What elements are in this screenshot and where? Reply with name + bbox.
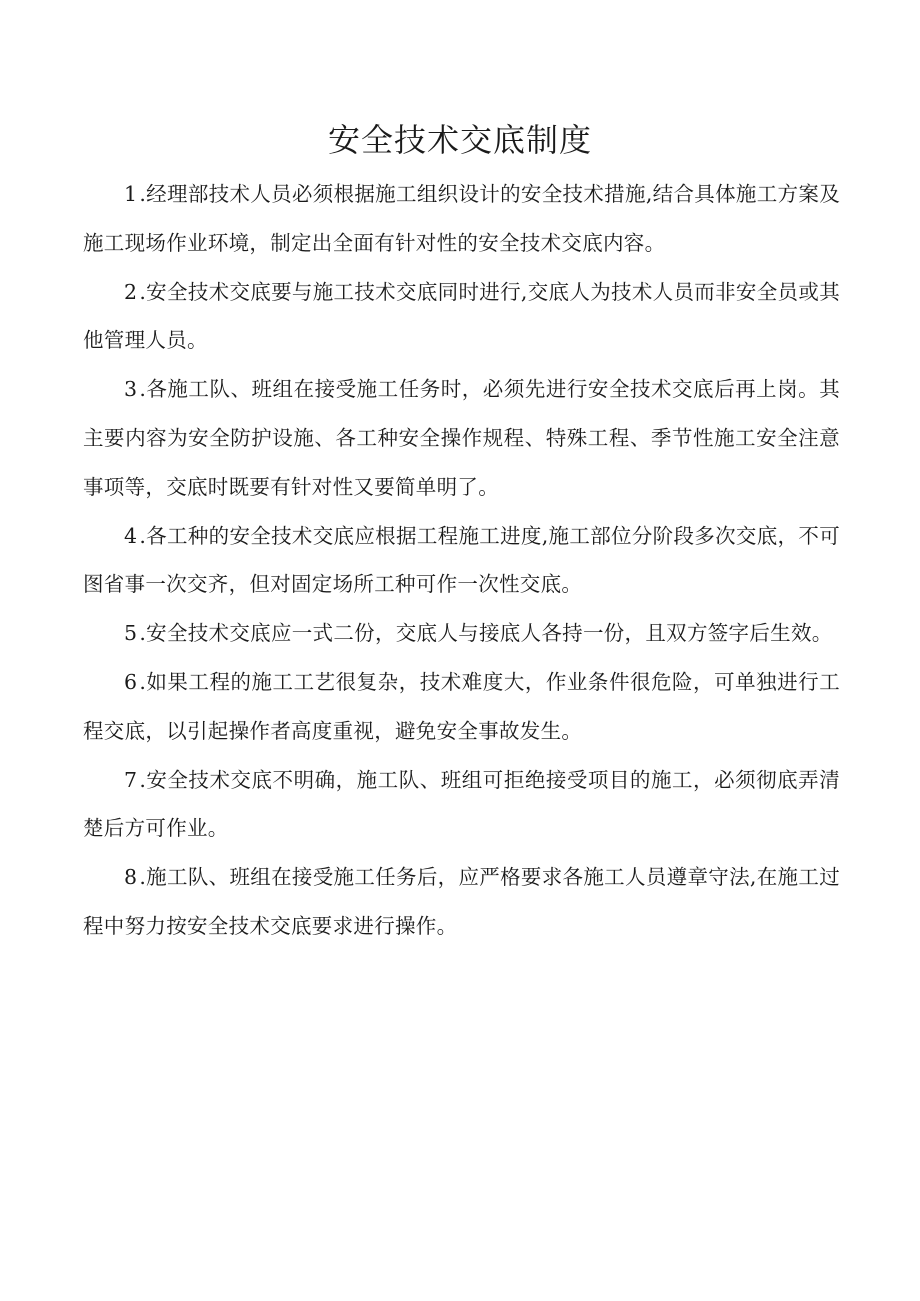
item-number: 6	[124, 669, 138, 694]
item-text: .施工队、班组在接受施工任务后，应严格要求各施工人员遵章守法,在施工过程中努力按安全技术交底要求进行操作。	[83, 865, 840, 938]
paragraph-7	[83, 756, 840, 854]
paragraph-6	[83, 658, 840, 756]
item-number: 7	[124, 767, 138, 792]
paragraph-1	[83, 170, 840, 268]
item-number: 1	[124, 182, 138, 206]
item-text: .安全技术交底应一式二份，交底人与接底人各持一份，且双方签字后生效。	[139, 621, 833, 646]
item-text: .各工种的安全技术交底应根据工程施工进度,施工部位分阶段多次交底，不可图省事一次交齐，但对固定场所工种可作一次性交底。	[83, 523, 840, 597]
item-number: 5	[124, 621, 138, 646]
paragraph-2	[83, 268, 840, 366]
document-body	[83, 170, 840, 951]
item-number: 8	[124, 865, 138, 890]
paragraph-5	[83, 609, 840, 658]
item-text: .经理部技术人员必须根据施工组织设计的安全技术措施,结合具体施工方案及施工现场作业环境，制定出全面有针对性的安全技术交底内容。	[83, 182, 840, 255]
item-number: 4	[124, 523, 138, 548]
item-number: 3	[124, 377, 138, 402]
item-text: .安全技术交底不明确，施工队、班组可拒绝接受项目的施工，必须彻底弄清楚后方可作业。	[83, 767, 840, 841]
item-text: .如果工程的施工工艺很复杂，技术难度大，作业条件很危险，可单独进行工程交底，以引起操作者高度重视，避免安全事故发生。	[83, 669, 840, 743]
document-title: 安全技术交底制度	[327, 121, 592, 159]
item-text: .各施工队、班组在接受施工任务时，必须先进行安全技术交底后再上岗。其主要内容为安全防护设施、各工种安全操作规程、特殊工程、季节性施工安全注意事项等，交底时既要有针对性又要简单明了。	[83, 377, 840, 499]
paragraph-4	[83, 512, 840, 610]
item-text: .安全技术交底要与施工技术交底同时进行,交底人为技术人员而非安全员或其他管理人员。	[83, 279, 840, 353]
paragraph-3	[83, 365, 840, 511]
item-number: 2	[124, 279, 138, 304]
paragraph-8	[83, 853, 840, 951]
